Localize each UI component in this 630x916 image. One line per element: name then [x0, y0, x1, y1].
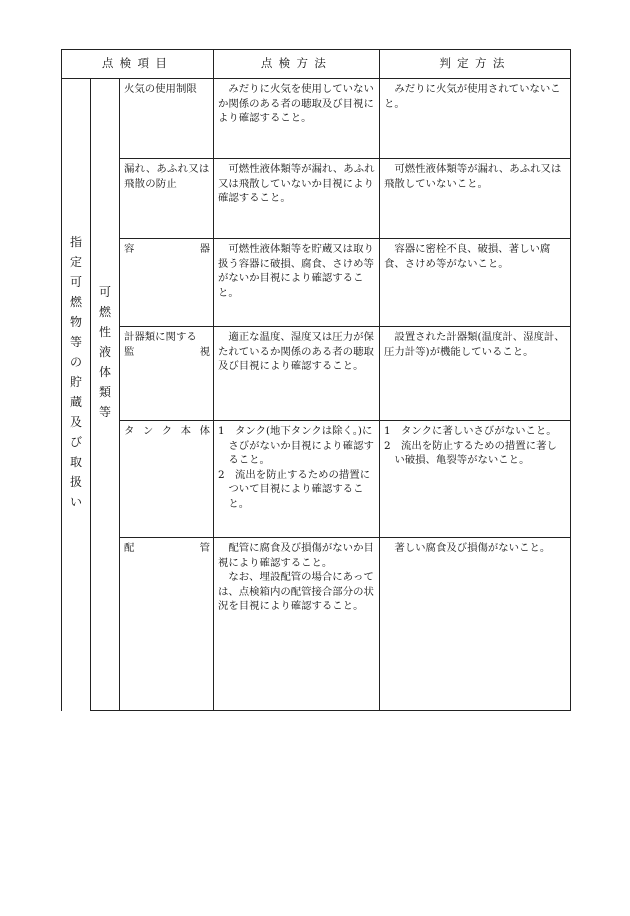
category-char: 等 — [69, 335, 82, 349]
table-bottom-border — [90, 710, 571, 711]
judge-tank-body — [384, 424, 567, 468]
category-char: 指 — [69, 235, 82, 249]
item-piping — [124, 541, 210, 556]
judge-container — [384, 242, 567, 271]
method-leak-prevention — [218, 162, 378, 206]
category-char: 取 — [69, 455, 82, 469]
method-piping — [218, 541, 378, 614]
category-char: の — [69, 355, 82, 369]
judge-piping — [384, 541, 567, 556]
subcategory-char: 可 — [98, 285, 111, 299]
judge-text: みだりに火気が使用されていないこと。 — [384, 83, 561, 110]
item-gauge-monitoring — [124, 330, 210, 359]
subcategory-char: 液 — [98, 345, 111, 359]
method-container — [218, 242, 378, 300]
subcategory-char: 燃 — [98, 305, 111, 319]
method-text: なお、埋設配管の場合にあっては、点検箱内の配管接合部分の状況を目視により確認すること。 — [218, 571, 374, 613]
category-char: 蔵 — [69, 395, 82, 409]
item-line: 計器類に関する — [124, 331, 197, 343]
method-left-border — [213, 49, 214, 711]
header-bottom-border — [61, 78, 571, 79]
judge-left-border — [379, 49, 380, 711]
header-judgment-method: 判定方法 — [439, 56, 511, 70]
table-right-border — [570, 49, 571, 711]
row-divider — [119, 537, 571, 538]
item-label: 容 器 — [124, 243, 210, 255]
row-divider — [119, 326, 571, 327]
judge-gauge-monitoring — [384, 330, 567, 359]
method-text: 1 タンク(地下タンクは除く。)にさびがないか目視により確認すること。 — [218, 425, 374, 467]
method-text: 可燃性液体類等が漏れ、あふれ又は飛散していないか目視により確認すること。 — [218, 163, 375, 205]
item-label: タ ン ク 本 体 — [124, 425, 210, 437]
category-char: び — [69, 435, 82, 449]
item-container — [124, 242, 210, 257]
header-inspection-item: 点検項目 — [101, 56, 174, 70]
item-left-border — [119, 78, 120, 711]
row-divider — [119, 158, 571, 159]
table-left-border — [61, 49, 62, 711]
item-label: 監 視 — [124, 345, 210, 358]
method-gauge-monitoring — [218, 330, 378, 374]
method-text: 配管に腐食及び損傷がないか目視により確認すること。 — [218, 542, 374, 569]
category-char: 可 — [69, 275, 82, 289]
category-char: 燃 — [69, 295, 82, 309]
method-text: みだりに火気を使用していないか関係のある者の聴取及び目視により確認すること。 — [218, 83, 374, 125]
judge-text: 著しい腐食及び損傷がないこと。 — [394, 542, 551, 554]
category-char: 扱 — [69, 475, 82, 489]
judge-leak-prevention — [384, 162, 567, 191]
judge-text: 1 タンクに著しいさびがないこと。 — [384, 425, 557, 437]
judge-fire-use-restriction — [384, 82, 567, 111]
judge-text: 2 流出を防止するための措置に著しい破損、亀裂等がないこと。 — [384, 439, 557, 467]
category-char: 貯 — [69, 375, 82, 389]
subcategory-char: 類 — [98, 385, 111, 399]
judge-text: 設置された計器類(温度計、湿度計、圧力計等)が機能していること。 — [384, 331, 565, 358]
method-tank-body — [218, 424, 378, 512]
subcategory-vertical-label — [98, 286, 112, 426]
subcategory-char: 体 — [98, 365, 111, 379]
header-inspection-method: 点検方法 — [260, 56, 333, 70]
category-char: 定 — [69, 255, 82, 269]
category-char: い — [69, 495, 82, 509]
method-text: 2 流出を防止するための措置について目視により確認すること。 — [218, 468, 371, 510]
method-text: 可燃性液体類等を貯蔵又は取り扱う容器に破損、腐食、さけめ等がないか目視により確認すること。 — [218, 243, 374, 299]
item-label: 配 管 — [124, 542, 210, 554]
subcategory-char: 性 — [98, 325, 111, 339]
category-char: 物 — [69, 315, 82, 329]
category-char: 及 — [69, 415, 82, 429]
subcategory-left-border — [90, 78, 91, 711]
category-vertical-label — [69, 236, 83, 516]
item-tank-body — [124, 424, 210, 439]
judge-text: 容器に密栓不良、破損、著しい腐食、さけめ等がないこと。 — [384, 243, 551, 270]
row-divider — [119, 238, 571, 239]
subcategory-char: 等 — [98, 405, 111, 419]
method-fire-use-restriction — [218, 82, 378, 126]
item-fire-use-restriction: 火気の使用制限 — [124, 83, 197, 95]
method-text: 適正な温度、湿度又は圧力が保たれているか関係のある者の聴取及び目視により確認すること。 — [218, 331, 374, 373]
judge-text: 可燃性液体類等が漏れ、あふれ又は飛散していないこと。 — [384, 163, 562, 190]
row-divider — [119, 420, 571, 421]
item-leak-prevention: 漏れ、あふれ又は飛散の防止 — [124, 163, 210, 190]
